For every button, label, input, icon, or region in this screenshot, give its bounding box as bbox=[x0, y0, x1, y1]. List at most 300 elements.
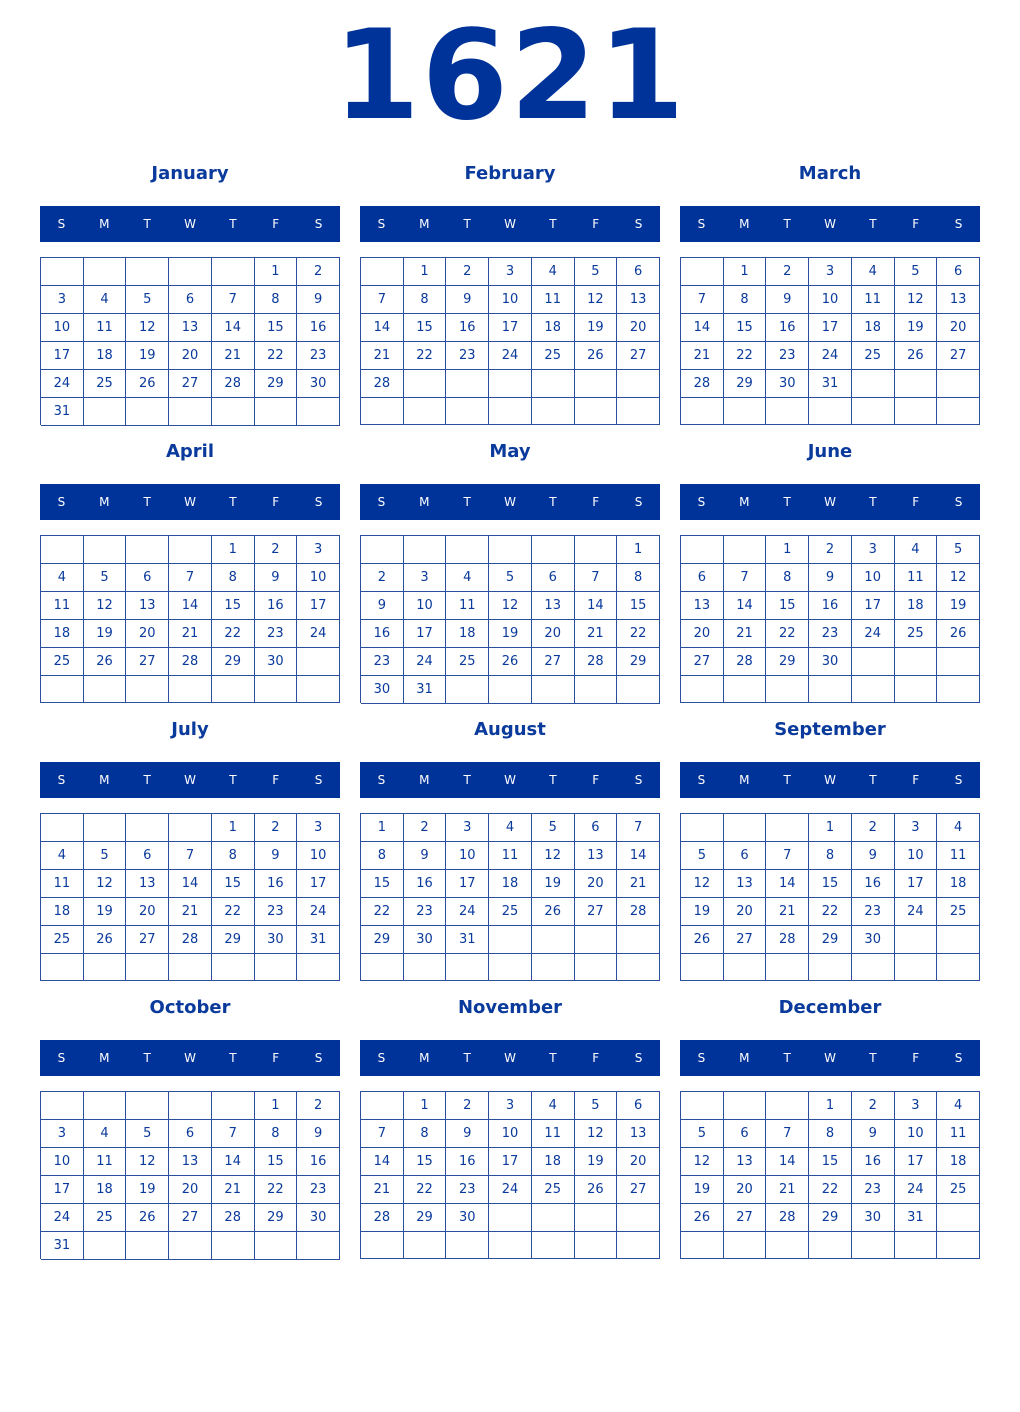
weekday-label: T bbox=[463, 1051, 471, 1065]
day-cell: 16 bbox=[361, 620, 404, 648]
day-cell: 22 bbox=[361, 898, 404, 926]
day-cell: 27 bbox=[724, 926, 767, 954]
day-cell: 24 bbox=[489, 342, 532, 370]
empty-day-cell bbox=[255, 1232, 298, 1260]
day-cell: 27 bbox=[169, 1204, 212, 1232]
day-grid bbox=[40, 257, 340, 425]
day-cell: 11 bbox=[41, 870, 84, 898]
day-cell: 16 bbox=[297, 1148, 340, 1176]
day-cell: 28 bbox=[361, 1204, 404, 1232]
empty-day-cell bbox=[84, 536, 127, 564]
day-cell: 23 bbox=[852, 898, 895, 926]
empty-day-cell bbox=[41, 814, 84, 842]
day-cell: 9 bbox=[446, 1120, 489, 1148]
empty-day-cell bbox=[84, 1232, 127, 1260]
day-cell: 23 bbox=[255, 620, 298, 648]
day-cell: 17 bbox=[489, 1148, 532, 1176]
day-cell: 14 bbox=[169, 592, 212, 620]
day-cell: 19 bbox=[575, 1148, 618, 1176]
day-grid bbox=[680, 535, 980, 703]
day-cell: 7 bbox=[681, 286, 724, 314]
day-cell: 29 bbox=[617, 648, 660, 676]
empty-day-cell bbox=[575, 398, 618, 425]
weekday-label: S bbox=[954, 1051, 963, 1065]
day-cell: 20 bbox=[617, 314, 660, 342]
day-cell: 14 bbox=[361, 1148, 404, 1176]
day-cell: 5 bbox=[681, 1120, 724, 1148]
month-name: May bbox=[489, 441, 531, 462]
day-cell: 29 bbox=[809, 926, 852, 954]
empty-day-cell bbox=[895, 398, 938, 425]
day-cell: 24 bbox=[852, 620, 895, 648]
day-cell: 10 bbox=[404, 592, 447, 620]
day-cell: 15 bbox=[404, 314, 447, 342]
day-cell: 29 bbox=[255, 1204, 298, 1232]
empty-day-cell bbox=[575, 1204, 618, 1232]
weekday-label: T bbox=[143, 773, 151, 787]
day-cell: 3 bbox=[489, 1092, 532, 1120]
day-cell: 17 bbox=[895, 870, 938, 898]
day-cell: 7 bbox=[212, 1120, 255, 1148]
empty-day-cell bbox=[84, 1092, 127, 1120]
day-cell: 19 bbox=[84, 620, 127, 648]
day-cell: 5 bbox=[84, 564, 127, 592]
empty-day-cell bbox=[404, 1232, 447, 1259]
day-cell: 3 bbox=[895, 814, 938, 842]
empty-day-cell bbox=[297, 676, 340, 703]
day-cell: 9 bbox=[404, 842, 447, 870]
month-name: March bbox=[798, 163, 862, 184]
weekday-header bbox=[680, 206, 980, 242]
weekday-label: F bbox=[272, 773, 280, 787]
day-cell: 27 bbox=[681, 648, 724, 676]
day-cell: 14 bbox=[766, 870, 809, 898]
empty-day-cell bbox=[361, 536, 404, 564]
day-cell: 25 bbox=[446, 648, 489, 676]
weekday-label: M bbox=[99, 773, 110, 787]
weekday-label: S bbox=[314, 495, 323, 509]
weekday-label: T bbox=[783, 495, 791, 509]
weekday-label: S bbox=[377, 217, 386, 231]
day-cell: 25 bbox=[41, 648, 84, 676]
day-cell: 20 bbox=[126, 620, 169, 648]
weekday-label: T bbox=[783, 773, 791, 787]
weekday-label: M bbox=[99, 217, 110, 231]
empty-day-cell bbox=[575, 926, 618, 954]
day-cell: 4 bbox=[532, 258, 575, 286]
day-cell: 16 bbox=[766, 314, 809, 342]
month-name: January bbox=[151, 163, 229, 184]
day-cell: 10 bbox=[446, 842, 489, 870]
day-cell: 9 bbox=[852, 1120, 895, 1148]
day-cell: 22 bbox=[766, 620, 809, 648]
day-grid bbox=[680, 257, 980, 425]
empty-day-cell bbox=[681, 536, 724, 564]
day-cell: 29 bbox=[809, 1204, 852, 1232]
day-grid bbox=[360, 535, 660, 703]
day-cell: 4 bbox=[41, 842, 84, 870]
day-cell: 3 bbox=[41, 286, 84, 314]
empty-day-cell bbox=[297, 954, 340, 981]
empty-day-cell bbox=[404, 954, 447, 981]
day-cell: 8 bbox=[212, 564, 255, 592]
empty-day-cell bbox=[766, 1092, 809, 1120]
day-cell: 17 bbox=[895, 1148, 938, 1176]
empty-day-cell bbox=[255, 954, 298, 981]
weekday-label: T bbox=[869, 1051, 877, 1065]
day-cell: 16 bbox=[852, 870, 895, 898]
day-cell: 4 bbox=[895, 536, 938, 564]
day-cell: 15 bbox=[766, 592, 809, 620]
empty-day-cell bbox=[809, 676, 852, 703]
day-cell: 26 bbox=[126, 370, 169, 398]
empty-day-cell bbox=[575, 370, 618, 398]
empty-day-cell bbox=[361, 258, 404, 286]
day-grid bbox=[680, 1091, 980, 1259]
weekday-label: S bbox=[377, 495, 386, 509]
day-cell: 10 bbox=[809, 286, 852, 314]
day-cell: 22 bbox=[404, 342, 447, 370]
day-cell: 20 bbox=[575, 870, 618, 898]
empty-day-cell bbox=[489, 926, 532, 954]
day-cell: 12 bbox=[681, 1148, 724, 1176]
weekday-label: T bbox=[463, 773, 471, 787]
empty-day-cell bbox=[724, 398, 767, 425]
weekday-label: F bbox=[272, 217, 280, 231]
day-cell: 30 bbox=[297, 370, 340, 398]
day-cell: 26 bbox=[532, 898, 575, 926]
weekday-label: W bbox=[184, 773, 196, 787]
day-cell: 2 bbox=[297, 1092, 340, 1120]
weekday-label: T bbox=[229, 495, 237, 509]
empty-day-cell bbox=[126, 814, 169, 842]
empty-day-cell bbox=[446, 1232, 489, 1259]
empty-day-cell bbox=[937, 370, 980, 398]
day-cell: 9 bbox=[255, 842, 298, 870]
day-cell: 12 bbox=[126, 314, 169, 342]
empty-day-cell bbox=[212, 954, 255, 981]
day-cell: 20 bbox=[617, 1148, 660, 1176]
empty-day-cell bbox=[126, 1092, 169, 1120]
day-cell: 10 bbox=[489, 286, 532, 314]
day-cell: 2 bbox=[852, 1092, 895, 1120]
day-cell: 1 bbox=[617, 536, 660, 564]
weekday-label: W bbox=[504, 217, 516, 231]
empty-day-cell bbox=[41, 676, 84, 703]
empty-day-cell bbox=[532, 954, 575, 981]
day-cell: 23 bbox=[404, 898, 447, 926]
day-cell: 12 bbox=[532, 842, 575, 870]
day-cell: 23 bbox=[255, 898, 298, 926]
day-cell: 26 bbox=[937, 620, 980, 648]
empty-day-cell bbox=[937, 1204, 980, 1232]
day-cell: 13 bbox=[169, 1148, 212, 1176]
day-cell: 4 bbox=[84, 286, 127, 314]
day-cell: 30 bbox=[446, 1204, 489, 1232]
day-cell: 25 bbox=[84, 1204, 127, 1232]
day-cell: 28 bbox=[212, 370, 255, 398]
day-cell: 11 bbox=[84, 314, 127, 342]
empty-day-cell bbox=[126, 536, 169, 564]
empty-day-cell bbox=[489, 676, 532, 704]
day-cell: 24 bbox=[41, 1204, 84, 1232]
empty-day-cell bbox=[489, 370, 532, 398]
empty-day-cell bbox=[446, 370, 489, 398]
day-cell: 21 bbox=[766, 898, 809, 926]
day-cell: 14 bbox=[212, 1148, 255, 1176]
day-cell: 13 bbox=[617, 286, 660, 314]
day-cell: 8 bbox=[617, 564, 660, 592]
day-cell: 10 bbox=[489, 1120, 532, 1148]
day-cell: 28 bbox=[212, 1204, 255, 1232]
day-cell: 14 bbox=[681, 314, 724, 342]
weekday-label: S bbox=[57, 1051, 66, 1065]
day-cell: 1 bbox=[255, 1092, 298, 1120]
weekday-label: M bbox=[99, 495, 110, 509]
empty-day-cell bbox=[84, 814, 127, 842]
empty-day-cell bbox=[41, 258, 84, 286]
empty-day-cell bbox=[404, 370, 447, 398]
day-cell: 23 bbox=[361, 648, 404, 676]
day-cell: 25 bbox=[937, 1176, 980, 1204]
empty-day-cell bbox=[41, 536, 84, 564]
day-cell: 21 bbox=[617, 870, 660, 898]
day-cell: 5 bbox=[937, 536, 980, 564]
day-cell: 26 bbox=[575, 342, 618, 370]
weekday-header bbox=[680, 1040, 980, 1076]
day-cell: 24 bbox=[404, 648, 447, 676]
day-cell: 1 bbox=[255, 258, 298, 286]
empty-day-cell bbox=[937, 954, 980, 981]
day-cell: 3 bbox=[809, 258, 852, 286]
weekday-label: S bbox=[57, 495, 66, 509]
day-cell: 2 bbox=[255, 814, 298, 842]
day-cell: 12 bbox=[84, 592, 127, 620]
day-cell: 19 bbox=[681, 1176, 724, 1204]
day-cell: 29 bbox=[255, 370, 298, 398]
empty-day-cell bbox=[84, 954, 127, 981]
day-cell: 22 bbox=[617, 620, 660, 648]
empty-day-cell bbox=[575, 1232, 618, 1259]
weekday-header bbox=[40, 1040, 340, 1076]
day-cell: 27 bbox=[126, 648, 169, 676]
day-cell: 3 bbox=[41, 1120, 84, 1148]
day-cell: 6 bbox=[126, 842, 169, 870]
empty-day-cell bbox=[895, 370, 938, 398]
day-cell: 25 bbox=[532, 1176, 575, 1204]
empty-day-cell bbox=[489, 954, 532, 981]
empty-day-cell bbox=[532, 1232, 575, 1259]
day-cell: 3 bbox=[297, 536, 340, 564]
day-cell: 11 bbox=[895, 564, 938, 592]
day-cell: 30 bbox=[852, 926, 895, 954]
day-cell: 14 bbox=[617, 842, 660, 870]
weekday-label: T bbox=[869, 773, 877, 787]
day-cell: 17 bbox=[41, 1176, 84, 1204]
weekday-label: M bbox=[99, 1051, 110, 1065]
day-cell: 2 bbox=[852, 814, 895, 842]
empty-day-cell bbox=[895, 926, 938, 954]
day-cell: 18 bbox=[489, 870, 532, 898]
empty-day-cell bbox=[489, 536, 532, 564]
day-cell: 6 bbox=[724, 1120, 767, 1148]
day-cell: 31 bbox=[895, 1204, 938, 1232]
day-cell: 6 bbox=[937, 258, 980, 286]
day-cell: 21 bbox=[169, 620, 212, 648]
empty-day-cell bbox=[617, 926, 660, 954]
day-cell: 24 bbox=[41, 370, 84, 398]
day-cell: 18 bbox=[895, 592, 938, 620]
empty-day-cell bbox=[212, 1092, 255, 1120]
weekday-label: T bbox=[229, 773, 237, 787]
day-cell: 21 bbox=[575, 620, 618, 648]
day-cell: 31 bbox=[404, 676, 447, 704]
day-cell: 17 bbox=[852, 592, 895, 620]
weekday-label: M bbox=[739, 1051, 750, 1065]
day-cell: 3 bbox=[297, 814, 340, 842]
day-cell: 23 bbox=[809, 620, 852, 648]
empty-day-cell bbox=[766, 676, 809, 703]
empty-day-cell bbox=[297, 648, 340, 676]
day-cell: 31 bbox=[809, 370, 852, 398]
day-cell: 11 bbox=[937, 842, 980, 870]
day-cell: 22 bbox=[212, 898, 255, 926]
day-cell: 27 bbox=[617, 1176, 660, 1204]
empty-day-cell bbox=[169, 814, 212, 842]
year-title: 1621 bbox=[333, 4, 687, 148]
day-cell: 27 bbox=[937, 342, 980, 370]
empty-day-cell bbox=[766, 954, 809, 981]
weekday-header bbox=[360, 762, 660, 798]
weekday-label: F bbox=[912, 773, 920, 787]
weekday-label: W bbox=[824, 1051, 836, 1065]
empty-day-cell bbox=[852, 648, 895, 676]
day-cell: 20 bbox=[169, 1176, 212, 1204]
weekday-label: T bbox=[549, 495, 557, 509]
weekday-label: S bbox=[57, 217, 66, 231]
day-cell: 26 bbox=[895, 342, 938, 370]
day-cell: 10 bbox=[297, 842, 340, 870]
empty-day-cell bbox=[895, 648, 938, 676]
day-cell: 24 bbox=[446, 898, 489, 926]
day-cell: 20 bbox=[126, 898, 169, 926]
empty-day-cell bbox=[361, 1092, 404, 1120]
day-cell: 13 bbox=[681, 592, 724, 620]
weekday-header bbox=[680, 484, 980, 520]
day-cell: 7 bbox=[724, 564, 767, 592]
empty-day-cell bbox=[617, 370, 660, 398]
day-cell: 22 bbox=[809, 898, 852, 926]
day-cell: 16 bbox=[297, 314, 340, 342]
weekday-label: T bbox=[549, 217, 557, 231]
empty-day-cell bbox=[937, 1232, 980, 1259]
day-cell: 9 bbox=[297, 1120, 340, 1148]
weekday-label: F bbox=[912, 1051, 920, 1065]
day-cell: 21 bbox=[212, 342, 255, 370]
day-cell: 31 bbox=[297, 926, 340, 954]
empty-day-cell bbox=[169, 398, 212, 426]
day-cell: 8 bbox=[255, 286, 298, 314]
weekday-label: S bbox=[954, 217, 963, 231]
day-cell: 27 bbox=[617, 342, 660, 370]
empty-day-cell bbox=[297, 1232, 340, 1260]
weekday-header bbox=[40, 762, 340, 798]
day-cell: 11 bbox=[489, 842, 532, 870]
empty-day-cell bbox=[937, 648, 980, 676]
day-cell: 4 bbox=[852, 258, 895, 286]
day-cell: 23 bbox=[446, 1176, 489, 1204]
day-cell: 28 bbox=[681, 370, 724, 398]
day-cell: 16 bbox=[404, 870, 447, 898]
empty-day-cell bbox=[724, 536, 767, 564]
weekday-label: T bbox=[143, 1051, 151, 1065]
weekday-label: T bbox=[783, 217, 791, 231]
day-cell: 28 bbox=[617, 898, 660, 926]
day-cell: 6 bbox=[532, 564, 575, 592]
day-cell: 23 bbox=[852, 1176, 895, 1204]
day-cell: 30 bbox=[297, 1204, 340, 1232]
empty-day-cell bbox=[212, 398, 255, 426]
day-cell: 26 bbox=[681, 1204, 724, 1232]
day-cell: 21 bbox=[361, 1176, 404, 1204]
empty-day-cell bbox=[255, 398, 298, 426]
day-cell: 16 bbox=[446, 1148, 489, 1176]
day-cell: 22 bbox=[212, 620, 255, 648]
empty-day-cell bbox=[41, 1092, 84, 1120]
empty-day-cell bbox=[446, 676, 489, 704]
weekday-label: M bbox=[419, 1051, 430, 1065]
weekday-label: T bbox=[869, 217, 877, 231]
weekday-label: T bbox=[463, 217, 471, 231]
day-cell: 29 bbox=[404, 1204, 447, 1232]
empty-day-cell bbox=[681, 258, 724, 286]
day-cell: 16 bbox=[446, 314, 489, 342]
day-cell: 24 bbox=[809, 342, 852, 370]
day-cell: 7 bbox=[212, 286, 255, 314]
day-cell: 14 bbox=[575, 592, 618, 620]
weekday-label: S bbox=[634, 217, 643, 231]
day-grid bbox=[360, 257, 660, 425]
weekday-label: S bbox=[954, 773, 963, 787]
empty-day-cell bbox=[169, 676, 212, 703]
weekday-label: F bbox=[592, 773, 600, 787]
day-cell: 2 bbox=[297, 258, 340, 286]
day-cell: 9 bbox=[255, 564, 298, 592]
day-cell: 24 bbox=[895, 898, 938, 926]
day-cell: 10 bbox=[895, 842, 938, 870]
day-cell: 29 bbox=[212, 926, 255, 954]
day-cell: 8 bbox=[724, 286, 767, 314]
day-cell: 12 bbox=[895, 286, 938, 314]
day-cell: 14 bbox=[724, 592, 767, 620]
day-cell: 20 bbox=[169, 342, 212, 370]
day-cell: 8 bbox=[766, 564, 809, 592]
empty-day-cell bbox=[617, 954, 660, 981]
day-cell: 18 bbox=[446, 620, 489, 648]
day-cell: 29 bbox=[212, 648, 255, 676]
day-cell: 12 bbox=[84, 870, 127, 898]
weekday-label: M bbox=[419, 495, 430, 509]
empty-day-cell bbox=[212, 1232, 255, 1260]
day-cell: 18 bbox=[532, 1148, 575, 1176]
day-cell: 5 bbox=[126, 286, 169, 314]
day-cell: 2 bbox=[766, 258, 809, 286]
day-cell: 13 bbox=[169, 314, 212, 342]
day-cell: 16 bbox=[255, 870, 298, 898]
empty-day-cell bbox=[446, 954, 489, 981]
day-cell: 27 bbox=[126, 926, 169, 954]
day-cell: 31 bbox=[41, 398, 84, 426]
